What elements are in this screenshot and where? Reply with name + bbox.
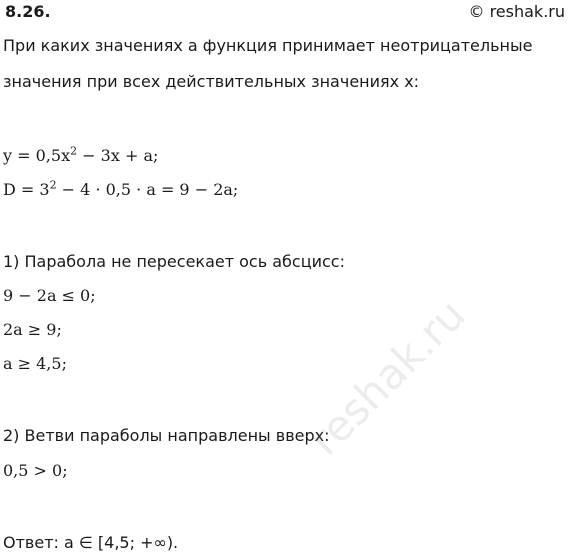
step-1-title: 1) Парабола не пересекает ось абсцисс: [3,252,345,271]
discriminant-exponent: 2 [49,178,57,192]
function-equation [3,146,158,165]
answer-value: a ∈ [4,5; +∞). [64,533,179,552]
problem-number: 8.26. [5,2,51,21]
function-exponent: 2 [70,144,78,158]
site-credit: © reshak.ru [468,2,565,21]
step-1-line-1: 9 − 2a ≤ 0; [3,286,96,305]
function-rhs: − 3x + a; [77,146,159,165]
question-line-2: значения при всех действительных значениях x: [3,72,420,91]
step-1-line-2: 2a ≥ 9; [3,320,62,339]
discriminant-equation [3,180,238,199]
discriminant-lhs: D = 3 [3,180,50,199]
step-2-line-1: 0,5 > 0; [3,461,68,480]
answer [3,533,178,552]
watermark: reshak.ru [300,290,475,465]
discriminant-rhs: − 4 · 0,5 · a = 9 − 2a; [56,180,239,199]
step-2-title: 2) Ветви параболы направлены вверх: [3,426,330,445]
answer-label: Ответ: [3,533,59,552]
question-line-1: При каких значениях a функция принимает неотрицательные [3,36,533,55]
step-1-line-3: a ≥ 4,5; [3,354,67,373]
function-lhs: y = 0,5x [3,146,71,165]
